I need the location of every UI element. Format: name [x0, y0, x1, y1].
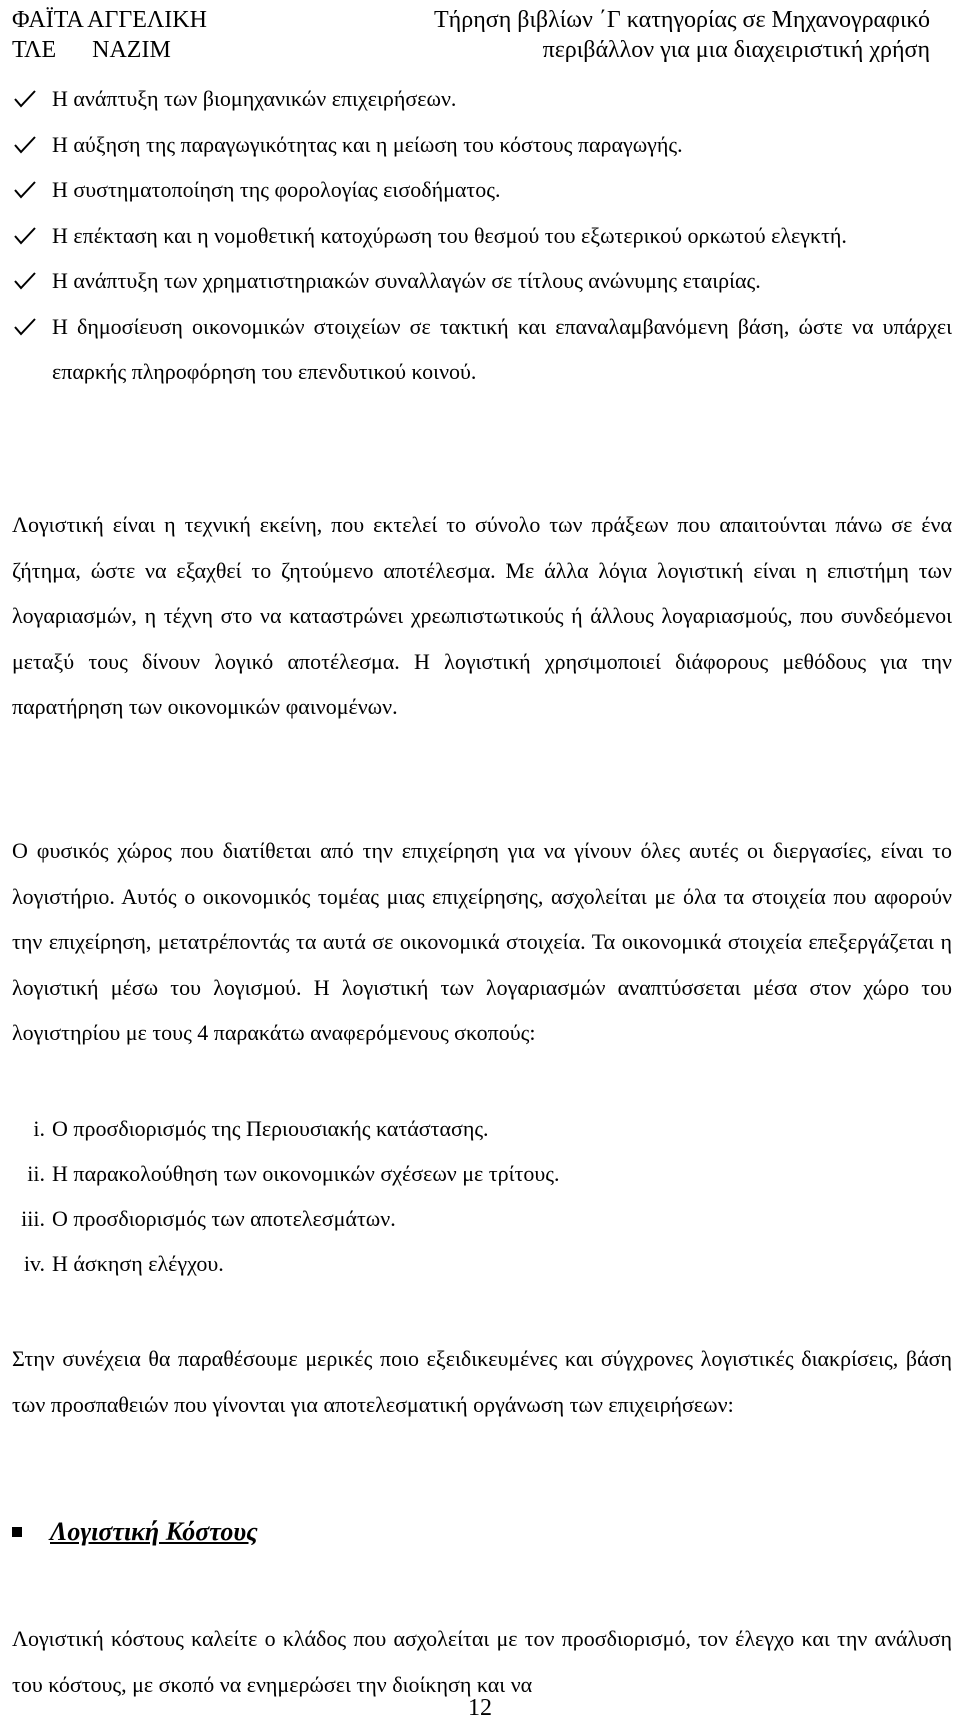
paragraph-accounting-department: Ο φυσικός χώρος που διατίθεται από την επιχείρηση για να γίνουν όλες αυτές οι διεργασίες, είναι το λογιστήριο. Αυτός ο οικονομικός τομέας μιας επιχείρησης, ασχολείται με όλα τα στοιχεία που αφορούν την επιχείρηση, μετατρέποντάς τα αυτά σε οικονομικά στοιχεία. Τα οικονομικά στοιχεία επεξεργάζεται η λογιστική μέσω του λογισμού. Η λογιστική των λογαριασμών αναπτύσσεται μέσα στον χώρο του λογιστηρίου με τους 4 παρακάτω αναφερόμενους σκοπούς: [12, 838, 952, 1045]
checklist-item-text: Η δημοσίευση οικονομικών στοιχείων σε τακτική και επαναλαμβανόμενη βάση, ώστε να υπάρχει επαρκής πληροφόρηση του επενδυτικού κοινού. [52, 313, 952, 384]
checklist-item-text: Η επέκταση και η νομοθετική κατοχύρωση του θεσμού του εξωτερικού ορκωτού ελεγκτή. [52, 222, 847, 248]
checklist-item [12, 76, 952, 122]
paragraph-cost-accounting: Λογιστική κόστους καλείτε ο κλάδος που ασχολείται με τον προσδιορισμό, τον έλεγχο και την ανάλυση του κόστους, με σκοπό να ενημερώσει την διοίκηση και να [12, 1626, 952, 1697]
purpose-item-text: Ο προσδιορισμός της Περιουσιακής κατάστασης. [52, 1116, 489, 1141]
purpose-item-number: iii. [21, 1206, 45, 1231]
checklist-item [12, 304, 952, 395]
section-heading [12, 1512, 258, 1552]
paragraph-specialized-accounting: Στην συνέχεια θα παραθέσουμε μερικές ποιο εξειδικευμένες και σύγχρονες λογιστικές διακρίσεις, βάση των προσπαθειών που γίνονται για αποτελεσματική οργάνωση των επιχειρήσεων: [12, 1346, 952, 1417]
square-bullet-icon [12, 1527, 22, 1537]
checklist-item-text: Η ανάπτυξη των χρηματιστηριακών συναλλαγών σε τίτλους ανώνυμης εταιρίας. [52, 268, 761, 293]
checklist-item [12, 167, 952, 213]
checklist-item [12, 213, 952, 259]
purpose-item-number: i. [33, 1116, 45, 1141]
header-title-line2: περιβάλλον για μια διαχειριστική χρήση [542, 37, 930, 63]
purpose-item-text: Η παρακολούθηση των οικονομικών σχέσεων με τρίτους. [52, 1161, 560, 1186]
purpose-item-number: ii. [27, 1161, 45, 1186]
checkmark-icon [12, 76, 42, 121]
checklist [12, 76, 952, 395]
purpose-item-text: Η άσκηση ελέγχου. [52, 1251, 224, 1276]
checkmark-icon [12, 304, 42, 349]
page-number: 12 [468, 1695, 492, 1721]
section-title: Λογιστική Κόστους [50, 1517, 258, 1546]
purposes-list [12, 1106, 952, 1286]
checklist-item-text: Η συστηματοποίηση της φορολογίας εισοδήματος. [52, 177, 501, 202]
checkmark-icon [12, 258, 42, 303]
checkmark-icon [12, 122, 42, 167]
purpose-item [12, 1196, 952, 1241]
header-author: ΦΑΪΤΑ ΑΓΓΕΛΙΚΗ [12, 7, 207, 33]
header-department: ΤΛΕ ΝΑΖΙΜ [12, 37, 171, 63]
checklist-item [12, 122, 952, 168]
paragraph-accounting-definition: Λογιστική είναι η τεχνική εκείνη, που εκτελεί το σύνολο των πράξεων που απαιτούνται πάνω σε ένα ζήτημα, ώστε να εξαχθεί το ζητούμενο αποτέλεσμα. Με άλλα λόγια λογιστική είναι η επιστήμη των λογαριασμών, η τέχνη στο να καταστρώνει χρεωπιστωτικούς ή άλλους λογαριασμούς, που συνδεόμενοι μεταξύ τους δίνουν λογικό αποτέλεσμα. Η λογιστική χρησιμοποιεί διάφορους μεθόδους για την παρατήρηση των οικονομικών φαινομένων. [12, 512, 952, 719]
purpose-item-text: Ο προσδιορισμός των αποτελεσμάτων. [52, 1206, 396, 1231]
purpose-item [12, 1241, 952, 1286]
header-title-line1: Τήρηση βιβλίων ΄Γ κατηγορίας σε Μηχανογραφικό [434, 7, 930, 33]
purpose-item [12, 1151, 952, 1196]
checkmark-icon [12, 167, 42, 212]
purpose-item-number: iv. [23, 1251, 45, 1276]
checklist-item-text: Η αύξηση της παραγωγικότητας και η μείωση του κόστους παραγωγής. [52, 131, 683, 157]
checkmark-icon [12, 213, 42, 258]
checklist-item [12, 258, 952, 304]
purpose-item [12, 1106, 952, 1151]
checklist-item-text: Η ανάπτυξη των βιομηχανικών επιχειρήσεων. [52, 86, 457, 111]
